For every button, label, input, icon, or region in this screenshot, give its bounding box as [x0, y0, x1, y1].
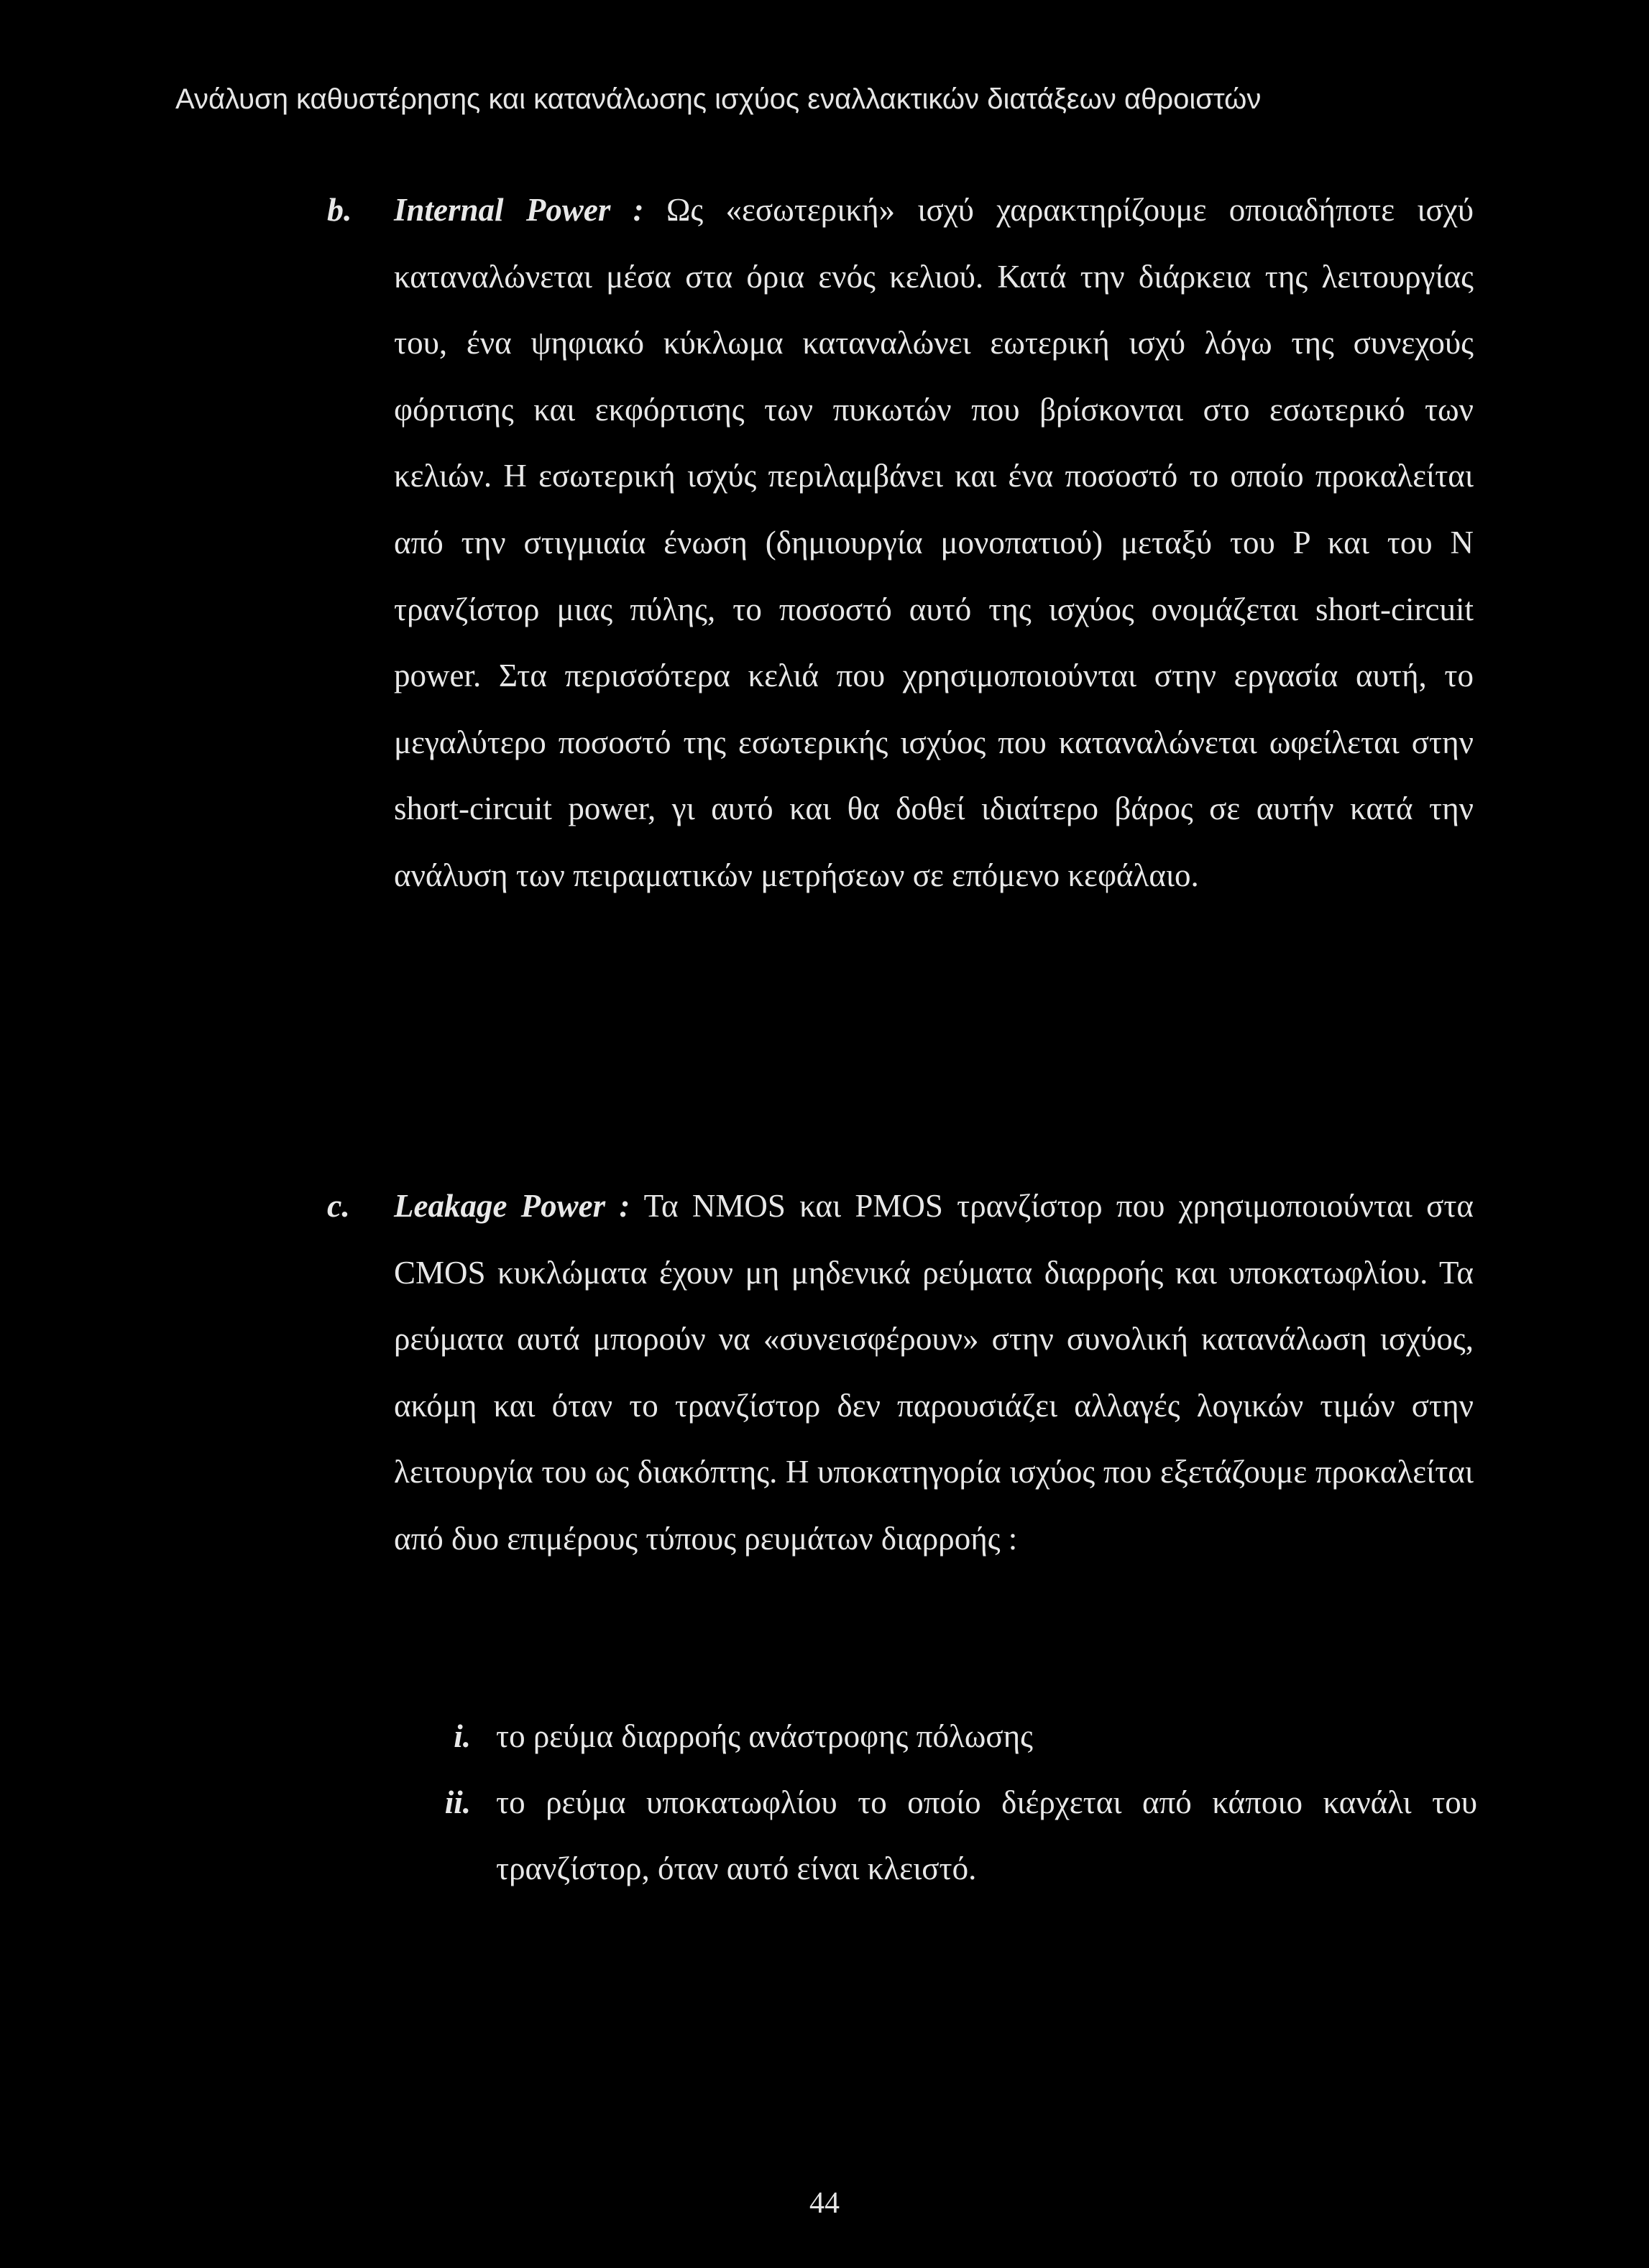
section-b-paragraph: [394, 177, 1474, 909]
list-item-marker: i.: [454, 1718, 471, 1754]
page-number: 44: [809, 2187, 840, 2220]
section-c-marker: c.: [327, 1187, 350, 1224]
section-b-term: Internal Power :: [394, 192, 644, 228]
section-c-term: Leakage Power :: [394, 1188, 630, 1224]
list-item: [428, 1769, 1477, 1901]
leakage-current-list: [428, 1703, 1477, 1901]
section-c-text: Τα NMOS και PMOS τρανζίστορ που χρησιμοποιούνται στα CMOS κυκλώματα έχουν μη μηδενικά ρεύματα διαρροής και υποκατωφλίου. Τα ρεύματα αυτά μπορούν να «συνεισφέρουν» στην συνολική κατανάλωση ισχύος, ακόμη και όταν το τρανζίστορ δεν παρουσιάζει αλλαγές λογικών τιμών στην λειτουργία του ως διακόπτης. Η υποκατηγορία ισχύος που εξετάζουμε προκαλείται από δυο επιμέρους τύπους ρευμάτων διαρροής :: [394, 1188, 1474, 1557]
section-b-text: Ως «εσωτερική» ισχύ χαρακτηρίζουμε οποιαδήποτε ισχύ καταναλώνεται μέσα στα όρια ενός κελιού. Κατά την διάρκεια της λειτουργίας του, ένα ψηφιακό κύκλωμα καταναλώνει εωτερική ισχύ λόγω της συνεχούς φόρτισης και εκφόρτισης των πυκωτών που βρίσκονται στο εσωτερικό των κελιών. Η εσωτερική ισχύς περιλαμβάνει και ένα ποσοστό το οποίο προκαλείται από την στιγμιαία ένωση (δημιουργία μονοπατιού) μεταξύ του P και του N τρανζίστορ μιας πύλης, το ποσοστό αυτό της ισχύος ονομάζεται short-circuit power. Στα περισσότερα κελιά που χρησιμοποιούνται στην εργασία αυτή, το μεγαλύτερο ποσοστό της εσωτερικής ισχύος που καταναλώνεται ωφείλεται στην short-circuit power, γι αυτό και θα δοθεί ιδιαίτερο βάρος σε αυτήν κατά την ανάλυση των πειραματικών μετρήσεων σε επόμενο κεφάλαιο.: [394, 192, 1474, 893]
list-item-text: το ρεύμα υποκατωφλίου το οποίο διέρχεται από κάποιο κανάλι του τρανζίστορ, όταν αυτό είναι κλειστό.: [496, 1784, 1477, 1886]
list-item-text: το ρεύμα διαρροής ανάστροφης πόλωσης: [496, 1718, 1033, 1754]
section-b-internal-power: [327, 177, 1477, 909]
list-item-marker: ii.: [444, 1784, 471, 1820]
running-header: Ανάλυση καθυστέρησης και κατανάλωσης ισχύος εναλλακτικών διατάξεων αθροιστών: [175, 83, 1262, 115]
section-b-marker: b.: [327, 191, 352, 228]
section-c-paragraph: [394, 1173, 1474, 1572]
list-item: [428, 1703, 1477, 1769]
section-c-leakage-power: [327, 1173, 1477, 1572]
